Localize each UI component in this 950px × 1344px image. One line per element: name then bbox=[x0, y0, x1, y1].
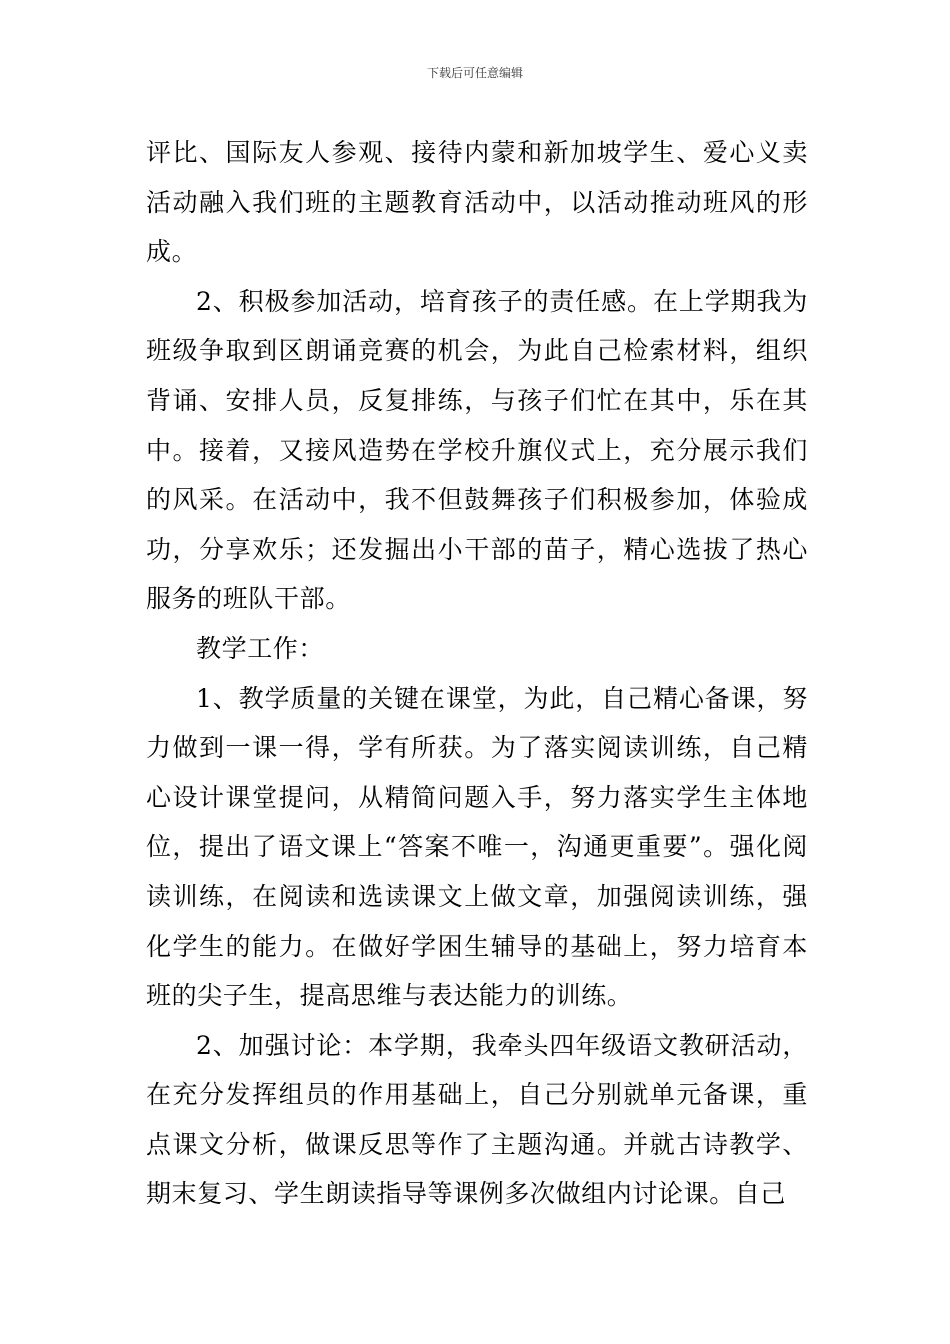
paragraph-activities: 2、积极参加活动，培育孩子的责任感。在上学期我为班级争取到区朗诵竞赛的机会，为此自己检索材料，组织背诵、安排人员，反复排练，与孩子们忙在其中，乐在其中。接着，又接风造势在学校升旗仪式上，充分展示我们的风采。在活动中，我不但鼓舞孩子们积极参加，体验成功，分享欢乐；还发掘出小干部的苗子，精心选拔了热心服务的班队干部。 bbox=[146, 286, 808, 614]
page-header-note: 下载后可任意编辑 bbox=[426, 66, 523, 80]
paragraph-research: 2、加强讨论：本学期，我牵头四年级语文教研活动，在充分发挥组员的作用基础上，自己分别就单元备课，重点课文分析，做课反思等作了主题沟通。并就古诗教学、期末复习、学生朗读指导等课例多次做组内讨论课。自己 bbox=[146, 1030, 808, 1209]
paragraph-continuation: 评比、国际友人参观、接待内蒙和新加坡学生、爱心义卖活动融入我们班的主题教育活动中，以活动推动班风的形成。 bbox=[146, 138, 808, 267]
section-heading-teaching: 教学工作： bbox=[196, 633, 325, 663]
document-body bbox=[146, 128, 808, 1219]
paragraph-teaching-quality: 1、教学质量的关键在课堂，为此，自己精心备课，努力做到一课一得，学有所获。为了落实阅读训练，自己精心设计课堂提问，从精简问题入手，努力落实学生主体地位，提出了语文课上“答案不唯一，沟通更重要”。强化阅读训练，在阅读和选读课文上做文章，加强阅读训练，强化学生的能力。在做好学困生辅导的基础上，努力培育本班的尖子生，提高思维与表达能力的训练。 bbox=[146, 683, 808, 1011]
